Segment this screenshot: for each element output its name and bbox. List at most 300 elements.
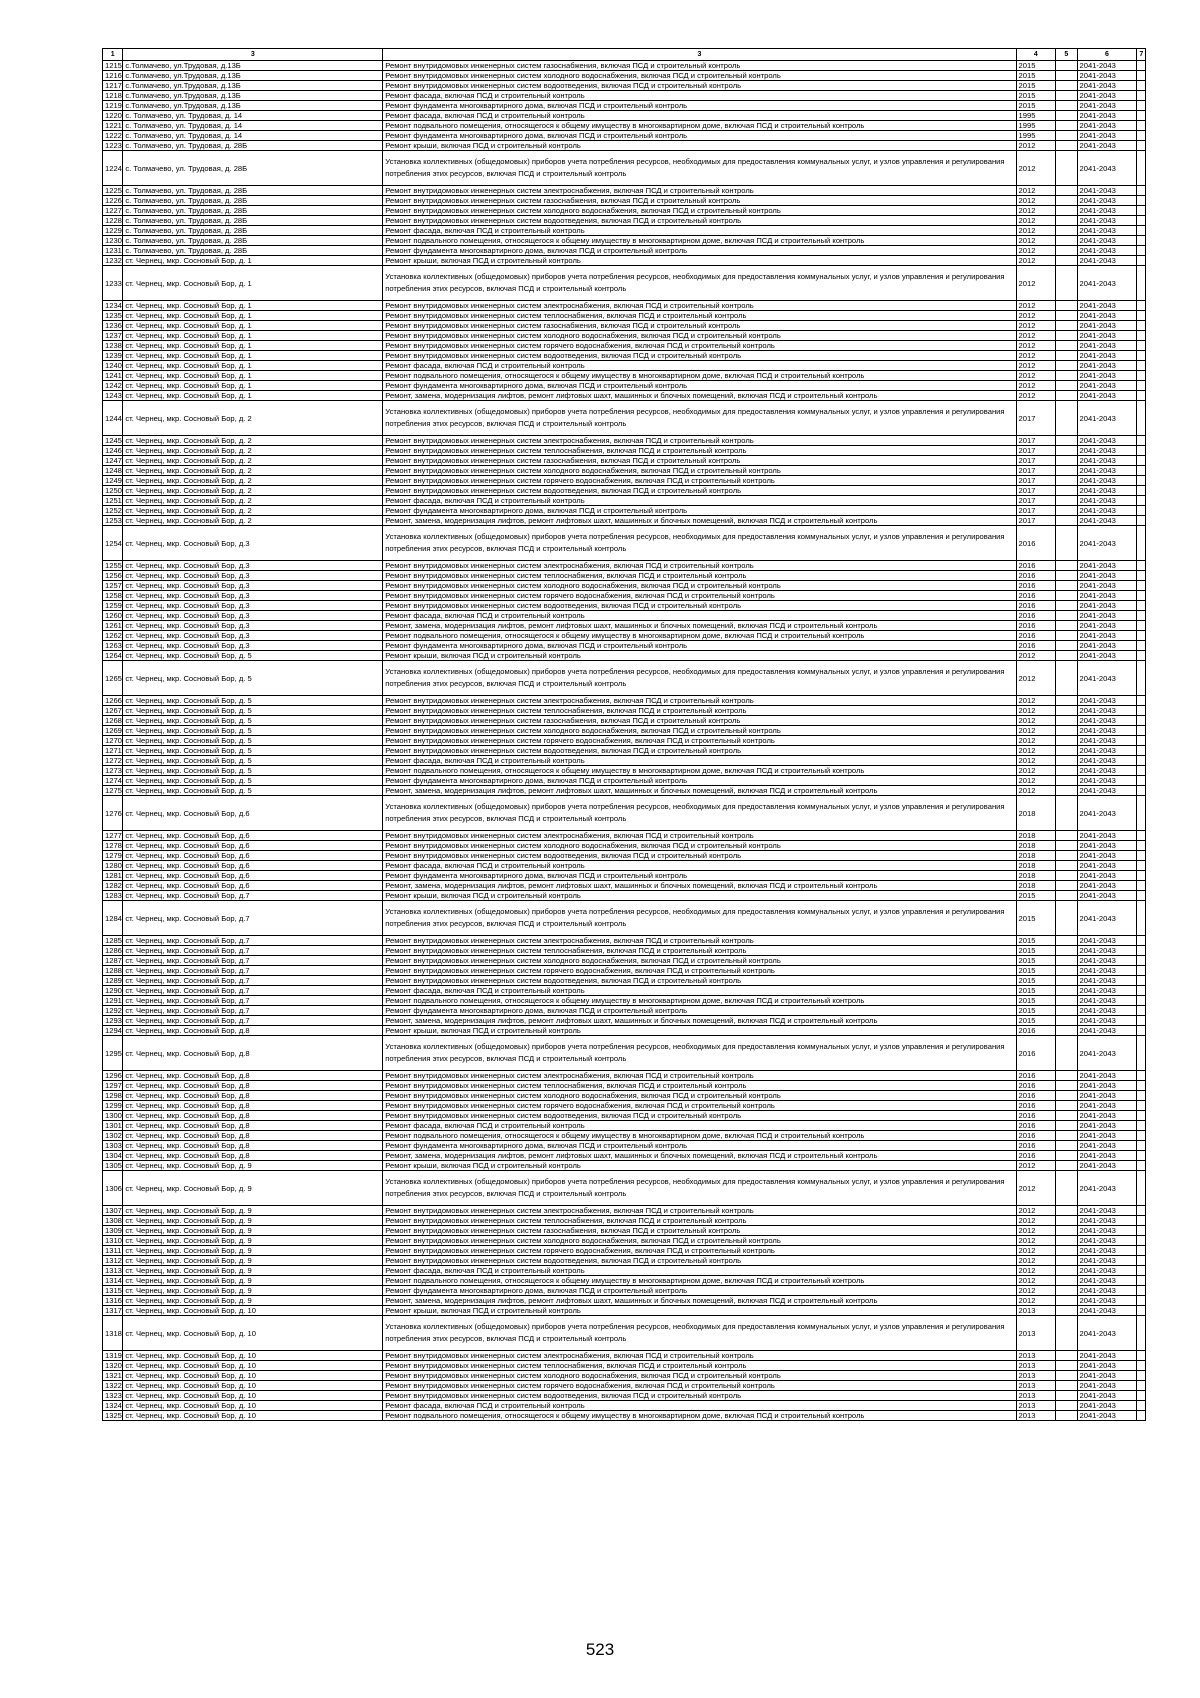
table-row xyxy=(103,956,1146,966)
address-cell: с. Толмачево, ул. Трудовая, д. 28Б xyxy=(123,196,383,206)
table-row xyxy=(103,881,1146,891)
address-cell: ст. Чернец, мкр. Сосновый Бор, д. 10 xyxy=(123,1361,383,1371)
address-cell: с. Толмачево, ул. Трудовая, д. 28Б xyxy=(123,226,383,236)
empty-cell xyxy=(1056,966,1077,976)
empty-cell xyxy=(1137,526,1146,561)
empty-cell xyxy=(1056,726,1077,736)
year-cell: 2012 xyxy=(1016,351,1056,361)
empty-cell xyxy=(1137,226,1146,236)
table-row xyxy=(103,561,1146,571)
work-type-cell: Ремонт внутридомовых инженерных систем электроснабжения, включая ПСД и строительный контроль xyxy=(383,936,1016,946)
work-type-cell: Установка коллективных (общедомовых) приборов учета потребления ресурсов, необходимых для предоставления коммунальных услуг, и узлов управления и регулирования потребления этих ресурсов, включая ПСД и строительный контроль xyxy=(383,401,1016,436)
period-cell: 2041-2043 xyxy=(1077,1246,1137,1256)
year-cell: 2016 xyxy=(1016,1036,1056,1071)
column-header: 1 xyxy=(103,49,123,61)
table-row xyxy=(103,1171,1146,1206)
table-row xyxy=(103,341,1146,351)
row-number-cell: 1306 xyxy=(103,1171,123,1206)
table-row xyxy=(103,1381,1146,1391)
row-number-cell: 1252 xyxy=(103,506,123,516)
empty-cell xyxy=(1056,706,1077,716)
address-cell: ст. Чернец, мкр. Сосновый Бор, д.7 xyxy=(123,936,383,946)
address-cell: ст. Чернец, мкр. Сосновый Бор, д. 1 xyxy=(123,256,383,266)
work-type-cell: Ремонт подвального помещения, относящегося к общему имуществу в многоквартирном доме, включая ПСД и строительный контроль xyxy=(383,1411,1016,1421)
work-type-cell: Ремонт внутридомовых инженерных систем электроснабжения, включая ПСД и строительный контроль xyxy=(383,301,1016,311)
empty-cell xyxy=(1056,591,1077,601)
empty-cell xyxy=(1137,496,1146,506)
period-cell: 2041-2043 xyxy=(1077,986,1137,996)
empty-cell xyxy=(1137,1171,1146,1206)
row-number-cell: 1265 xyxy=(103,661,123,696)
work-type-cell: Ремонт внутридомовых инженерных систем водоотведения, включая ПСД и строительный контроль xyxy=(383,851,1016,861)
table-row xyxy=(103,1306,1146,1316)
period-cell: 2041-2043 xyxy=(1077,1256,1137,1266)
year-cell: 2015 xyxy=(1016,81,1056,91)
work-type-cell: Ремонт фасада, включая ПСД и строительный контроль xyxy=(383,1266,1016,1276)
work-type-cell: Ремонт внутридомовых инженерных систем горячего водоснабжения, включая ПСД и строительный контроль xyxy=(383,1101,1016,1111)
work-type-cell: Ремонт фасада, включая ПСД и строительный контроль xyxy=(383,861,1016,871)
row-number-cell: 1278 xyxy=(103,841,123,851)
empty-cell xyxy=(1137,1246,1146,1256)
address-cell: ст. Чернец, мкр. Сосновый Бор, д.3 xyxy=(123,631,383,641)
address-cell: ст. Чернец, мкр. Сосновый Бор, д.6 xyxy=(123,851,383,861)
empty-cell xyxy=(1056,641,1077,651)
empty-cell xyxy=(1137,706,1146,716)
column-header: 7 xyxy=(1137,49,1146,61)
period-cell: 2041-2043 xyxy=(1077,591,1137,601)
empty-cell xyxy=(1056,526,1077,561)
table-row xyxy=(103,861,1146,871)
table-row xyxy=(103,976,1146,986)
work-type-cell: Ремонт фасада, включая ПСД и строительный контроль xyxy=(383,1121,1016,1131)
table-row xyxy=(103,1361,1146,1371)
work-type-cell: Ремонт внутридомовых инженерных систем холодного водоснабжения, включая ПСД и строительный контроль xyxy=(383,331,1016,341)
empty-cell xyxy=(1056,996,1077,1006)
year-cell: 2016 xyxy=(1016,561,1056,571)
table-row xyxy=(103,1206,1146,1216)
address-cell: ст. Чернец, мкр. Сосновый Бор, д. 10 xyxy=(123,1371,383,1381)
empty-cell xyxy=(1056,1266,1077,1276)
address-cell: ст. Чернец, мкр. Сосновый Бор, д. 2 xyxy=(123,436,383,446)
work-type-cell: Ремонт внутридомовых инженерных систем теплоснабжения, включая ПСД и строительный контроль xyxy=(383,706,1016,716)
empty-cell xyxy=(1056,976,1077,986)
period-cell: 2041-2043 xyxy=(1077,1296,1137,1306)
period-cell: 2041-2043 xyxy=(1077,1411,1137,1421)
period-cell: 2041-2043 xyxy=(1077,936,1137,946)
work-type-cell: Ремонт фасада, включая ПСД и строительный контроль xyxy=(383,986,1016,996)
empty-cell xyxy=(1056,466,1077,476)
row-number-cell: 1237 xyxy=(103,331,123,341)
empty-cell xyxy=(1137,1296,1146,1306)
row-number-cell: 1286 xyxy=(103,946,123,956)
table-row xyxy=(103,266,1146,301)
empty-cell xyxy=(1056,1071,1077,1081)
schedule-table-container xyxy=(102,48,1146,1421)
row-number-cell: 1247 xyxy=(103,456,123,466)
row-number-cell: 1224 xyxy=(103,151,123,186)
row-number-cell: 1301 xyxy=(103,1121,123,1131)
year-cell: 2018 xyxy=(1016,796,1056,831)
address-cell: ст. Чернец, мкр. Сосновый Бор, д.8 xyxy=(123,1101,383,1111)
work-type-cell: Ремонт фундамента многоквартирного дома, включая ПСД и строительный контроль xyxy=(383,1286,1016,1296)
period-cell: 2041-2043 xyxy=(1077,236,1137,246)
row-number-cell: 1322 xyxy=(103,1381,123,1391)
address-cell: ст. Чернец, мкр. Сосновый Бор, д.3 xyxy=(123,611,383,621)
empty-cell xyxy=(1056,1091,1077,1101)
address-cell: ст. Чернец, мкр. Сосновый Бор, д. 1 xyxy=(123,321,383,331)
work-type-cell: Установка коллективных (общедомовых) приборов учета потребления ресурсов, необходимых для предоставления коммунальных услуг, и узлов управления и регулирования потребления этих ресурсов, включая ПСД и строительный контроль xyxy=(383,1036,1016,1071)
work-type-cell: Установка коллективных (общедомовых) приборов учета потребления ресурсов, необходимых для предоставления коммунальных услуг, и узлов управления и регулирования потребления этих ресурсов, включая ПСД и строительный контроль xyxy=(383,1316,1016,1351)
empty-cell xyxy=(1137,966,1146,976)
empty-cell xyxy=(1137,186,1146,196)
table-row xyxy=(103,496,1146,506)
row-number-cell: 1307 xyxy=(103,1206,123,1216)
table-row xyxy=(103,1131,1146,1141)
table-row xyxy=(103,206,1146,216)
table-row xyxy=(103,301,1146,311)
empty-cell xyxy=(1056,141,1077,151)
period-cell: 2041-2043 xyxy=(1077,186,1137,196)
table-row xyxy=(103,1401,1146,1411)
period-cell: 2041-2043 xyxy=(1077,746,1137,756)
empty-cell xyxy=(1137,1381,1146,1391)
work-type-cell: Ремонт внутридомовых инженерных систем электроснабжения, включая ПСД и строительный контроль xyxy=(383,831,1016,841)
work-type-cell: Ремонт фундамента многоквартирного дома, включая ПСД и строительный контроль xyxy=(383,1006,1016,1016)
address-cell: ст. Чернец, мкр. Сосновый Бор, д.6 xyxy=(123,861,383,871)
year-cell: 2012 xyxy=(1016,1161,1056,1171)
address-cell: ст. Чернец, мкр. Сосновый Бор, д.7 xyxy=(123,956,383,966)
period-cell: 2041-2043 xyxy=(1077,466,1137,476)
empty-cell xyxy=(1137,401,1146,436)
address-cell: ст. Чернец, мкр. Сосновый Бор, д. 5 xyxy=(123,786,383,796)
row-number-cell: 1216 xyxy=(103,71,123,81)
row-number-cell: 1310 xyxy=(103,1236,123,1246)
work-type-cell: Ремонт внутридомовых инженерных систем горячего водоснабжения, включая ПСД и строительный контроль xyxy=(383,1381,1016,1391)
table-row xyxy=(103,786,1146,796)
year-cell: 2016 xyxy=(1016,1101,1056,1111)
period-cell: 2041-2043 xyxy=(1077,726,1137,736)
row-number-cell: 1289 xyxy=(103,976,123,986)
period-cell: 2041-2043 xyxy=(1077,571,1137,581)
address-cell: ст. Чернец, мкр. Сосновый Бор, д. 1 xyxy=(123,331,383,341)
row-number-cell: 1281 xyxy=(103,871,123,881)
row-number-cell: 1273 xyxy=(103,766,123,776)
period-cell: 2041-2043 xyxy=(1077,446,1137,456)
empty-cell xyxy=(1137,871,1146,881)
work-type-cell: Ремонт внутридомовых инженерных систем холодного водоснабжения, включая ПСД и строительный контроль xyxy=(383,581,1016,591)
year-cell: 2015 xyxy=(1016,966,1056,976)
empty-cell xyxy=(1056,1026,1077,1036)
empty-cell xyxy=(1137,1071,1146,1081)
empty-cell xyxy=(1056,131,1077,141)
empty-cell xyxy=(1056,81,1077,91)
row-number-cell: 1248 xyxy=(103,466,123,476)
empty-cell xyxy=(1137,946,1146,956)
year-cell: 2018 xyxy=(1016,871,1056,881)
empty-cell xyxy=(1137,111,1146,121)
period-cell: 2041-2043 xyxy=(1077,81,1137,91)
address-cell: ст. Чернец, мкр. Сосновый Бор, д. 1 xyxy=(123,266,383,301)
table-row xyxy=(103,81,1146,91)
address-cell: ст. Чернец, мкр. Сосновый Бор, д.7 xyxy=(123,996,383,1006)
empty-cell xyxy=(1056,101,1077,111)
year-cell: 2016 xyxy=(1016,621,1056,631)
work-type-cell: Ремонт внутридомовых инженерных систем газоснабжения, включая ПСД и строительный контроль xyxy=(383,456,1016,466)
period-cell: 2041-2043 xyxy=(1077,851,1137,861)
empty-cell xyxy=(1056,956,1077,966)
table-row xyxy=(103,661,1146,696)
work-type-cell: Ремонт внутридомовых инженерных систем холодного водоснабжения, включая ПСД и строительный контроль xyxy=(383,466,1016,476)
work-type-cell: Ремонт, замена, модернизация лифтов, ремонт лифтовых шахт, машинных и блочных помещений, включая ПСД и строительный контроль xyxy=(383,881,1016,891)
work-type-cell: Ремонт внутридомовых инженерных систем газоснабжения, включая ПСД и строительный контроль xyxy=(383,321,1016,331)
address-cell: ст. Чернец, мкр. Сосновый Бор, д.8 xyxy=(123,1081,383,1091)
empty-cell xyxy=(1056,631,1077,641)
row-number-cell: 1314 xyxy=(103,1276,123,1286)
work-type-cell: Ремонт внутридомовых инженерных систем водоотведения, включая ПСД и строительный контроль xyxy=(383,601,1016,611)
work-type-cell: Ремонт крыши, включая ПСД и строительный контроль xyxy=(383,1026,1016,1036)
table-row xyxy=(103,1236,1146,1246)
table-row xyxy=(103,526,1146,561)
table-row xyxy=(103,591,1146,601)
address-cell: ст. Чернец, мкр. Сосновый Бор, д.7 xyxy=(123,946,383,956)
address-cell: ст. Чернец, мкр. Сосновый Бор, д.8 xyxy=(123,1036,383,1071)
empty-cell xyxy=(1056,1381,1077,1391)
table-row xyxy=(103,1316,1146,1351)
work-type-cell: Ремонт фундамента многоквартирного дома, включая ПСД и строительный контроль xyxy=(383,871,1016,881)
year-cell: 2015 xyxy=(1016,61,1056,71)
empty-cell xyxy=(1137,1361,1146,1371)
empty-cell xyxy=(1137,81,1146,91)
empty-cell xyxy=(1137,881,1146,891)
table-row xyxy=(103,1141,1146,1151)
address-cell: ст. Чернец, мкр. Сосновый Бор, д. 9 xyxy=(123,1266,383,1276)
empty-cell xyxy=(1137,936,1146,946)
table-row xyxy=(103,486,1146,496)
table-row xyxy=(103,466,1146,476)
table-row xyxy=(103,91,1146,101)
empty-cell xyxy=(1137,1026,1146,1036)
work-type-cell: Ремонт внутридомовых инженерных систем электроснабжения, включая ПСД и строительный контроль xyxy=(383,696,1016,706)
year-cell: 2012 xyxy=(1016,1171,1056,1206)
year-cell: 2012 xyxy=(1016,1286,1056,1296)
empty-cell xyxy=(1056,381,1077,391)
address-cell: ст. Чернец, мкр. Сосновый Бор, д.7 xyxy=(123,1006,383,1016)
year-cell: 2015 xyxy=(1016,996,1056,1006)
empty-cell xyxy=(1137,851,1146,861)
work-type-cell: Ремонт, замена, модернизация лифтов, ремонт лифтовых шахт, машинных и блочных помещений, включая ПСД и строительный контроль xyxy=(383,1151,1016,1161)
address-cell: ст. Чернец, мкр. Сосновый Бор, д.7 xyxy=(123,1016,383,1026)
table-row xyxy=(103,1036,1146,1071)
empty-cell xyxy=(1137,831,1146,841)
year-cell: 2013 xyxy=(1016,1351,1056,1361)
work-type-cell: Ремонт подвального помещения, относящегося к общему имуществу в многоквартирном доме, включая ПСД и строительный контроль xyxy=(383,996,1016,1006)
year-cell: 1995 xyxy=(1016,121,1056,131)
year-cell: 2016 xyxy=(1016,571,1056,581)
year-cell: 2012 xyxy=(1016,651,1056,661)
year-cell: 2012 xyxy=(1016,216,1056,226)
empty-cell xyxy=(1056,901,1077,936)
row-number-cell: 1259 xyxy=(103,601,123,611)
address-cell: ст. Чернец, мкр. Сосновый Бор, д.3 xyxy=(123,526,383,561)
empty-cell xyxy=(1056,91,1077,101)
table-row xyxy=(103,1351,1146,1361)
empty-cell xyxy=(1137,1316,1146,1351)
row-number-cell: 1279 xyxy=(103,851,123,861)
year-cell: 2017 xyxy=(1016,436,1056,446)
row-number-cell: 1229 xyxy=(103,226,123,236)
empty-cell xyxy=(1137,996,1146,1006)
empty-cell xyxy=(1137,1151,1146,1161)
empty-cell xyxy=(1056,891,1077,901)
empty-cell xyxy=(1137,1091,1146,1101)
empty-cell xyxy=(1056,1276,1077,1286)
address-cell: ст. Чернец, мкр. Сосновый Бор, д. 1 xyxy=(123,351,383,361)
row-number-cell: 1318 xyxy=(103,1316,123,1351)
address-cell: ст. Чернец, мкр. Сосновый Бор, д. 1 xyxy=(123,301,383,311)
work-type-cell: Ремонт фундамента многоквартирного дома, включая ПСД и строительный контроль xyxy=(383,381,1016,391)
empty-cell xyxy=(1056,621,1077,631)
year-cell: 2015 xyxy=(1016,71,1056,81)
work-type-cell: Ремонт внутридомовых инженерных систем холодного водоснабжения, включая ПСД и строительный контроль xyxy=(383,206,1016,216)
address-cell: ст. Чернец, мкр. Сосновый Бор, д. 9 xyxy=(123,1286,383,1296)
table-row xyxy=(103,766,1146,776)
empty-cell xyxy=(1056,456,1077,466)
table-row xyxy=(103,456,1146,466)
address-cell: ст. Чернец, мкр. Сосновый Бор, д. 10 xyxy=(123,1391,383,1401)
row-number-cell: 1302 xyxy=(103,1131,123,1141)
period-cell: 2041-2043 xyxy=(1077,831,1137,841)
work-type-cell: Установка коллективных (общедомовых) приборов учета потребления ресурсов, необходимых для предоставления коммунальных услуг, и узлов управления и регулирования потребления этих ресурсов, включая ПСД и строительный контроль xyxy=(383,661,1016,696)
address-cell: ст. Чернец, мкр. Сосновый Бор, д.6 xyxy=(123,871,383,881)
address-cell: ст. Чернец, мкр. Сосновый Бор, д. 9 xyxy=(123,1216,383,1226)
year-cell: 2015 xyxy=(1016,891,1056,901)
period-cell: 2041-2043 xyxy=(1077,266,1137,301)
empty-cell xyxy=(1137,381,1146,391)
period-cell: 2041-2043 xyxy=(1077,131,1137,141)
row-number-cell: 1309 xyxy=(103,1226,123,1236)
empty-cell xyxy=(1056,121,1077,131)
empty-cell xyxy=(1137,696,1146,706)
empty-cell xyxy=(1056,1316,1077,1351)
year-cell: 2017 xyxy=(1016,456,1056,466)
empty-cell xyxy=(1056,1171,1077,1206)
row-number-cell: 1257 xyxy=(103,581,123,591)
address-cell: ст. Чернец, мкр. Сосновый Бор, д. 2 xyxy=(123,506,383,516)
table-row xyxy=(103,1101,1146,1111)
empty-cell xyxy=(1137,1111,1146,1121)
row-number-cell: 1230 xyxy=(103,236,123,246)
table-body xyxy=(103,61,1146,1421)
year-cell: 2016 xyxy=(1016,1121,1056,1131)
empty-cell xyxy=(1137,611,1146,621)
table-row xyxy=(103,641,1146,651)
address-cell: ст. Чернец, мкр. Сосновый Бор, д. 10 xyxy=(123,1316,383,1351)
address-cell: ст. Чернец, мкр. Сосновый Бор, д. 10 xyxy=(123,1306,383,1316)
period-cell: 2041-2043 xyxy=(1077,301,1137,311)
empty-cell xyxy=(1056,581,1077,591)
work-type-cell: Ремонт подвального помещения, относящегося к общему имуществу в многоквартирном доме, включая ПСД и строительный контроль xyxy=(383,121,1016,131)
table-row xyxy=(103,1161,1146,1171)
empty-cell xyxy=(1056,1226,1077,1236)
address-cell: ст. Чернец, мкр. Сосновый Бор, д. 10 xyxy=(123,1401,383,1411)
period-cell: 2041-2043 xyxy=(1077,436,1137,446)
work-type-cell: Ремонт внутридомовых инженерных систем электроснабжения, включая ПСД и строительный контроль xyxy=(383,1351,1016,1361)
period-cell: 2041-2043 xyxy=(1077,696,1137,706)
row-number-cell: 1317 xyxy=(103,1306,123,1316)
table-row xyxy=(103,1246,1146,1256)
period-cell: 2041-2043 xyxy=(1077,716,1137,726)
year-cell: 2012 xyxy=(1016,696,1056,706)
table-row xyxy=(103,1016,1146,1026)
empty-cell xyxy=(1056,1371,1077,1381)
year-cell: 2013 xyxy=(1016,1411,1056,1421)
table-row xyxy=(103,996,1146,1006)
empty-cell xyxy=(1056,841,1077,851)
address-cell: ст. Чернец, мкр. Сосновый Бор, д. 9 xyxy=(123,1171,383,1206)
row-number-cell: 1299 xyxy=(103,1101,123,1111)
table-row xyxy=(103,196,1146,206)
year-cell: 2015 xyxy=(1016,946,1056,956)
column-header: 5 xyxy=(1056,49,1077,61)
empty-cell xyxy=(1056,1081,1077,1091)
table-row xyxy=(103,696,1146,706)
empty-cell xyxy=(1056,496,1077,506)
address-cell: ст. Чернец, мкр. Сосновый Бор, д. 10 xyxy=(123,1381,383,1391)
period-cell: 2041-2043 xyxy=(1077,796,1137,831)
table-row xyxy=(103,611,1146,621)
empty-cell xyxy=(1137,1371,1146,1381)
period-cell: 2041-2043 xyxy=(1077,381,1137,391)
period-cell: 2041-2043 xyxy=(1077,1286,1137,1296)
address-cell: ст. Чернец, мкр. Сосновый Бор, д. 2 xyxy=(123,486,383,496)
work-type-cell: Ремонт внутридомовых инженерных систем теплоснабжения, включая ПСД и строительный контроль xyxy=(383,1081,1016,1091)
table-row xyxy=(103,446,1146,456)
empty-cell xyxy=(1056,851,1077,861)
table-row xyxy=(103,736,1146,746)
address-cell: ст. Чернец, мкр. Сосновый Бор, д.7 xyxy=(123,891,383,901)
empty-cell xyxy=(1056,436,1077,446)
year-cell: 2012 xyxy=(1016,226,1056,236)
address-cell: ст. Чернец, мкр. Сосновый Бор, д.8 xyxy=(123,1141,383,1151)
table-row xyxy=(103,651,1146,661)
table-row xyxy=(103,1371,1146,1381)
period-cell: 2041-2043 xyxy=(1077,1091,1137,1101)
empty-cell xyxy=(1137,301,1146,311)
empty-cell xyxy=(1056,341,1077,351)
row-number-cell: 1240 xyxy=(103,361,123,371)
empty-cell xyxy=(1056,571,1077,581)
empty-cell xyxy=(1056,61,1077,71)
address-cell: ст. Чернец, мкр. Сосновый Бор, д. 1 xyxy=(123,341,383,351)
table-row xyxy=(103,381,1146,391)
empty-cell xyxy=(1056,831,1077,841)
empty-cell xyxy=(1137,1036,1146,1071)
year-cell: 2017 xyxy=(1016,496,1056,506)
empty-cell xyxy=(1137,1206,1146,1216)
year-cell: 2015 xyxy=(1016,101,1056,111)
empty-cell xyxy=(1137,131,1146,141)
work-type-cell: Ремонт фундамента многоквартирного дома, включая ПСД и строительный контроль xyxy=(383,101,1016,111)
work-type-cell: Установка коллективных (общедомовых) приборов учета потребления ресурсов, необходимых для предоставления коммунальных услуг, и узлов управления и регулирования потребления этих ресурсов, включая ПСД и строительный контроль xyxy=(383,151,1016,186)
address-cell: ст. Чернец, мкр. Сосновый Бор, д.3 xyxy=(123,621,383,631)
period-cell: 2041-2043 xyxy=(1077,496,1137,506)
period-cell: 2041-2043 xyxy=(1077,621,1137,631)
address-cell: с. Толмачево, ул. Трудовая, д. 28Б xyxy=(123,246,383,256)
period-cell: 2041-2043 xyxy=(1077,321,1137,331)
period-cell: 2041-2043 xyxy=(1077,1006,1137,1016)
address-cell: ст. Чернец, мкр. Сосновый Бор, д. 5 xyxy=(123,756,383,766)
table-row xyxy=(103,1296,1146,1306)
